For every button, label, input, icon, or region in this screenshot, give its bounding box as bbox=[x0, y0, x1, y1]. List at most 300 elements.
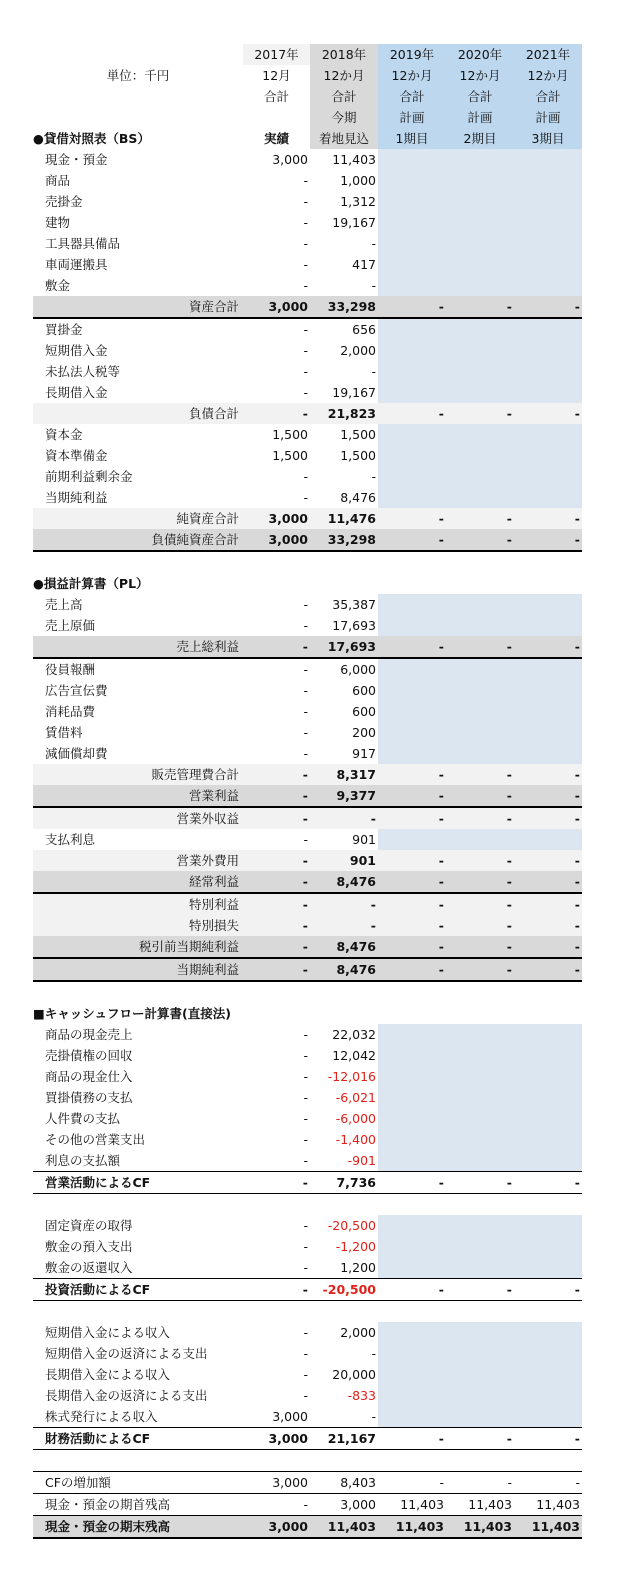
row-value-4 bbox=[446, 275, 514, 296]
row-value-2: - bbox=[371, 469, 376, 484]
row-label: 敷金の預入支出 bbox=[45, 1239, 133, 1254]
row-value-3: - bbox=[438, 939, 444, 954]
row-value-2: - bbox=[371, 236, 376, 251]
row-value-4 bbox=[446, 659, 514, 680]
row-label: 現金・預金の期末残高 bbox=[45, 1519, 171, 1534]
row-value-4: - bbox=[506, 1282, 512, 1297]
row-value-3 bbox=[378, 1129, 446, 1150]
row-value-4: - bbox=[506, 811, 512, 826]
row-value-1: - bbox=[303, 1325, 308, 1340]
row-label: 資本準備金 bbox=[45, 448, 108, 463]
row-value-2: 33,298 bbox=[327, 532, 376, 547]
row-value-3: - bbox=[438, 853, 444, 868]
pl-section-row bbox=[33, 573, 582, 594]
table-row-beginning bbox=[33, 1494, 582, 1516]
row-value-2: 2,000 bbox=[340, 343, 376, 358]
row-value-4 bbox=[446, 829, 514, 850]
row-label: 未払法人税等 bbox=[45, 364, 121, 379]
row-value-1: - bbox=[303, 597, 308, 612]
row-value-3 bbox=[378, 1066, 446, 1087]
row-value-4 bbox=[446, 1129, 514, 1150]
row-value-3: - bbox=[438, 532, 444, 547]
row-value-5 bbox=[514, 1129, 582, 1150]
row-value-4: - bbox=[506, 1175, 512, 1190]
row-value-4 bbox=[446, 191, 514, 212]
row-value-2: -833 bbox=[347, 1388, 376, 1403]
row-value-2: 35,387 bbox=[332, 597, 376, 612]
row-label: 敷金 bbox=[45, 278, 71, 293]
col-2020-months: 12か月 bbox=[446, 65, 514, 86]
row-value-1: 1,500 bbox=[272, 448, 308, 463]
row-value-4 bbox=[446, 1406, 514, 1427]
col-2019-status: 1期目 bbox=[378, 128, 446, 149]
row-value-5 bbox=[514, 615, 582, 636]
row-value-2: 7,736 bbox=[336, 1175, 376, 1190]
row-value-5 bbox=[514, 212, 582, 233]
row-value-5: - bbox=[575, 1475, 580, 1490]
row-label: 財務活動によるCF bbox=[45, 1431, 151, 1446]
row-value-1: - bbox=[303, 469, 308, 484]
row-value-3 bbox=[378, 340, 446, 361]
row-value-4 bbox=[446, 466, 514, 487]
row-value-3 bbox=[378, 1257, 446, 1278]
table-row bbox=[33, 594, 582, 615]
row-value-2: 33,298 bbox=[327, 299, 376, 314]
table-row bbox=[33, 1406, 582, 1427]
row-value-2: 8,476 bbox=[336, 962, 376, 977]
row-value-2: - bbox=[371, 364, 376, 379]
row-value-2: 2,000 bbox=[340, 1325, 376, 1340]
row-value-5 bbox=[514, 1108, 582, 1129]
row-value-2: 200 bbox=[352, 725, 376, 740]
col-2018-kind: 今期 bbox=[310, 107, 378, 128]
row-value-2: 656 bbox=[352, 322, 376, 337]
row-label: 当期純利益 bbox=[176, 962, 239, 977]
row-value-3: - bbox=[438, 918, 444, 933]
row-value-2: 600 bbox=[352, 683, 376, 698]
row-label: 支払利息 bbox=[45, 832, 96, 847]
row-value-4 bbox=[446, 487, 514, 508]
row-value-1: - bbox=[302, 767, 308, 782]
row-label: 工具器具備品 bbox=[45, 236, 121, 251]
row-value-3 bbox=[378, 659, 446, 680]
row-label: 現金・預金の期首残高 bbox=[45, 1497, 171, 1512]
row-value-5: - bbox=[574, 897, 580, 912]
row-value-5 bbox=[514, 424, 582, 445]
row-label: 長期借入金 bbox=[45, 385, 108, 400]
table-row bbox=[33, 1343, 582, 1364]
header-row-3 bbox=[33, 86, 582, 107]
row-value-5: - bbox=[574, 1431, 580, 1446]
row-value-5 bbox=[514, 1150, 582, 1171]
header-row-1 bbox=[33, 44, 582, 65]
row-value-5 bbox=[514, 1406, 582, 1427]
row-value-4 bbox=[446, 1343, 514, 1364]
row-label: 特別損失 bbox=[188, 918, 239, 933]
row-value-5 bbox=[514, 1343, 582, 1364]
header-row-4 bbox=[33, 107, 582, 128]
row-value-5 bbox=[514, 659, 582, 680]
row-value-5 bbox=[514, 233, 582, 254]
row-value-3 bbox=[378, 382, 446, 403]
row-value-3 bbox=[378, 1385, 446, 1406]
row-value-5: 11,403 bbox=[531, 1519, 580, 1534]
row-value-4: - bbox=[506, 511, 512, 526]
row-value-5 bbox=[514, 382, 582, 403]
row-value-1: - bbox=[303, 704, 308, 719]
row-value-4 bbox=[446, 1108, 514, 1129]
row-label: 固定資産の取得 bbox=[45, 1218, 133, 1233]
row-value-2: 21,823 bbox=[327, 406, 376, 421]
row-value-5 bbox=[514, 340, 582, 361]
row-value-2: 22,032 bbox=[332, 1027, 376, 1042]
row-value-1: 3,000 bbox=[268, 1519, 308, 1534]
row-value-4: - bbox=[506, 874, 512, 889]
row-value-3 bbox=[378, 466, 446, 487]
row-value-5 bbox=[514, 487, 582, 508]
table-row bbox=[33, 850, 582, 871]
row-label: 短期借入金 bbox=[45, 343, 108, 358]
row-value-3: - bbox=[438, 767, 444, 782]
table-row-ending bbox=[33, 1516, 582, 1539]
row-value-5 bbox=[514, 361, 582, 382]
row-value-1: - bbox=[303, 1239, 308, 1254]
row-value-5: - bbox=[574, 1282, 580, 1297]
row-value-1: - bbox=[303, 385, 308, 400]
col-2017-year: 2017年 bbox=[243, 44, 310, 65]
row-value-4 bbox=[446, 680, 514, 701]
row-value-4: - bbox=[506, 918, 512, 933]
row-value-5: - bbox=[574, 532, 580, 547]
row-value-2: 1,000 bbox=[340, 173, 376, 188]
financial-sheet bbox=[33, 44, 582, 1539]
col-2017-total: 合計 bbox=[263, 89, 289, 104]
row-value-5 bbox=[514, 1045, 582, 1066]
row-value-1: - bbox=[303, 215, 308, 230]
table-row bbox=[33, 894, 582, 915]
col-2020-kind: 計画 bbox=[446, 107, 514, 128]
row-value-2: -20,500 bbox=[322, 1282, 376, 1297]
col-2021-kind: 計画 bbox=[514, 107, 582, 128]
row-value-3: - bbox=[438, 874, 444, 889]
row-value-1: - bbox=[302, 639, 308, 654]
cf-table bbox=[33, 1024, 582, 1539]
row-value-5 bbox=[514, 170, 582, 191]
row-value-3 bbox=[378, 1045, 446, 1066]
table-row bbox=[33, 191, 582, 212]
row-value-3 bbox=[378, 170, 446, 191]
table-row bbox=[33, 871, 582, 894]
row-value-3 bbox=[378, 743, 446, 764]
row-value-5 bbox=[514, 1257, 582, 1278]
table-row bbox=[33, 1045, 582, 1066]
row-value-1: 3,000 bbox=[268, 299, 308, 314]
row-label: 売上原価 bbox=[45, 618, 96, 633]
row-label: 税引前当期純利益 bbox=[138, 939, 239, 954]
col-2019-months: 12か月 bbox=[378, 65, 446, 86]
row-value-4 bbox=[446, 594, 514, 615]
row-value-3 bbox=[378, 149, 446, 170]
row-value-5 bbox=[514, 1066, 582, 1087]
row-value-5: - bbox=[574, 299, 580, 314]
row-label: 賃借料 bbox=[45, 725, 83, 740]
table-row bbox=[33, 170, 582, 191]
row-value-5: - bbox=[574, 853, 580, 868]
table-row bbox=[33, 382, 582, 403]
row-value-2: -6,000 bbox=[335, 1111, 376, 1126]
row-label: 利息の支払額 bbox=[45, 1153, 121, 1168]
col-2021-year: 2021年 bbox=[514, 44, 582, 65]
table-row bbox=[33, 466, 582, 487]
row-value-5 bbox=[514, 149, 582, 170]
row-value-4: 11,403 bbox=[468, 1497, 512, 1512]
row-value-5: - bbox=[574, 1175, 580, 1190]
row-label: 営業活動によるCF bbox=[45, 1175, 151, 1190]
row-value-4 bbox=[446, 1087, 514, 1108]
row-value-1: 3,000 bbox=[272, 152, 308, 167]
row-value-2: 901 bbox=[352, 832, 376, 847]
row-value-4 bbox=[446, 382, 514, 403]
header-row-2 bbox=[33, 65, 582, 86]
row-label: 減価償却費 bbox=[45, 746, 108, 761]
row-value-2: 8,476 bbox=[336, 939, 376, 954]
table-row bbox=[33, 319, 582, 340]
row-value-3 bbox=[378, 1406, 446, 1427]
row-value-3 bbox=[378, 594, 446, 615]
table-row bbox=[33, 403, 582, 424]
row-value-5 bbox=[514, 680, 582, 701]
row-value-4 bbox=[446, 1066, 514, 1087]
row-value-2: -1,200 bbox=[335, 1239, 376, 1254]
row-label: CFの増加額 bbox=[45, 1475, 111, 1490]
table-row bbox=[33, 1150, 582, 1171]
table-row bbox=[33, 722, 582, 743]
col-2017-status: 実績 bbox=[263, 131, 289, 146]
cf-section-title: ■キャッシュフロー計算書(直接法) bbox=[33, 1006, 231, 1021]
row-value-5 bbox=[514, 445, 582, 466]
row-label: 買掛債務の支払 bbox=[45, 1090, 133, 1105]
row-value-4: - bbox=[506, 406, 512, 421]
col-2018-total: 合計 bbox=[310, 86, 378, 107]
row-value-3 bbox=[378, 1087, 446, 1108]
row-value-1: - bbox=[303, 1090, 308, 1105]
row-label: 商品 bbox=[45, 173, 71, 188]
row-label: 広告宣伝費 bbox=[45, 683, 108, 698]
row-value-1: - bbox=[302, 918, 308, 933]
row-label: 売上総利益 bbox=[176, 639, 239, 654]
bs-section-title: ●貸借対照表（BS） bbox=[33, 131, 150, 146]
row-value-1: - bbox=[303, 236, 308, 251]
row-value-5 bbox=[514, 275, 582, 296]
row-value-1: - bbox=[303, 1132, 308, 1147]
row-value-1: - bbox=[303, 278, 308, 293]
col-2020-year: 2020年 bbox=[446, 44, 514, 65]
row-value-4: - bbox=[506, 299, 512, 314]
row-label: 短期借入金の返済による支出 bbox=[45, 1346, 208, 1361]
row-value-5: - bbox=[574, 874, 580, 889]
row-label: 資本金 bbox=[45, 427, 83, 442]
row-value-4: - bbox=[506, 962, 512, 977]
row-value-4: - bbox=[506, 939, 512, 954]
row-value-3: - bbox=[438, 639, 444, 654]
row-value-2: - bbox=[370, 918, 376, 933]
row-value-3: - bbox=[438, 511, 444, 526]
table-row-total bbox=[33, 1427, 582, 1450]
row-value-3 bbox=[378, 1322, 446, 1343]
row-value-3 bbox=[378, 615, 446, 636]
row-value-2: -20,500 bbox=[327, 1218, 376, 1233]
table-row-total bbox=[33, 1171, 582, 1194]
row-value-5 bbox=[514, 829, 582, 850]
row-value-1: - bbox=[302, 406, 308, 421]
row-value-1: - bbox=[302, 897, 308, 912]
row-value-2: 11,476 bbox=[327, 511, 376, 526]
row-value-2: 6,000 bbox=[340, 662, 376, 677]
row-value-2: - bbox=[370, 897, 376, 912]
row-label: 特別利益 bbox=[188, 897, 239, 912]
table-row bbox=[33, 829, 582, 850]
row-value-1: - bbox=[303, 1069, 308, 1084]
table-row bbox=[33, 680, 582, 701]
row-value-4 bbox=[446, 1150, 514, 1171]
row-value-2: 1,500 bbox=[340, 448, 376, 463]
row-value-3 bbox=[378, 487, 446, 508]
row-value-2: - bbox=[370, 811, 376, 826]
row-value-5: - bbox=[574, 767, 580, 782]
row-value-2: -12,016 bbox=[327, 1069, 376, 1084]
row-value-3 bbox=[378, 701, 446, 722]
row-value-3 bbox=[378, 445, 446, 466]
table-row bbox=[33, 487, 582, 508]
bs-table bbox=[33, 149, 582, 552]
row-label: 商品の現金仕入 bbox=[45, 1069, 133, 1084]
unit-label: 単位：千円 bbox=[106, 68, 170, 83]
row-value-3: - bbox=[438, 962, 444, 977]
row-value-1: 3,000 bbox=[268, 511, 308, 526]
row-value-5 bbox=[514, 743, 582, 764]
row-value-1: - bbox=[303, 257, 308, 272]
row-value-1: 3,000 bbox=[272, 1475, 308, 1490]
table-row bbox=[33, 254, 582, 275]
row-label: 消耗品費 bbox=[45, 704, 96, 719]
row-value-3: 11,403 bbox=[395, 1519, 444, 1534]
table-row bbox=[33, 149, 582, 170]
table-row bbox=[33, 1385, 582, 1406]
row-value-1: - bbox=[303, 1367, 308, 1382]
row-value-1: 1,500 bbox=[272, 427, 308, 442]
col-2018-year: 2018年 bbox=[310, 44, 378, 65]
row-value-1: - bbox=[303, 1218, 308, 1233]
row-value-3 bbox=[378, 1150, 446, 1171]
row-value-1: 3,000 bbox=[272, 1409, 308, 1424]
table-row bbox=[33, 1322, 582, 1343]
row-label: 役員報酬 bbox=[45, 662, 96, 677]
row-label: 商品の現金売上 bbox=[45, 1027, 133, 1042]
table-row bbox=[33, 1364, 582, 1385]
row-value-1: - bbox=[303, 1048, 308, 1063]
row-value-3: - bbox=[438, 897, 444, 912]
row-value-1: - bbox=[303, 746, 308, 761]
row-value-3: - bbox=[438, 1282, 444, 1297]
row-value-5 bbox=[514, 466, 582, 487]
row-label: 売掛金 bbox=[45, 194, 83, 209]
row-label: 営業利益 bbox=[188, 788, 239, 803]
row-value-3 bbox=[378, 1024, 446, 1045]
col-2017-months: 12月 bbox=[262, 68, 291, 83]
row-value-1: - bbox=[303, 832, 308, 847]
table-row bbox=[33, 1024, 582, 1045]
row-label: 当期純利益 bbox=[45, 490, 108, 505]
cf-section-row bbox=[33, 1003, 582, 1024]
row-value-1: - bbox=[303, 662, 308, 677]
row-value-4 bbox=[446, 1322, 514, 1343]
row-value-4: - bbox=[506, 532, 512, 547]
row-label: 人件費の支払 bbox=[45, 1111, 121, 1126]
row-value-5 bbox=[514, 1236, 582, 1257]
row-label: 純資産合計 bbox=[176, 511, 239, 526]
row-value-2: 8,476 bbox=[340, 490, 376, 505]
row-value-5 bbox=[514, 254, 582, 275]
row-label: 株式発行による収入 bbox=[45, 1409, 158, 1424]
row-value-4 bbox=[446, 361, 514, 382]
row-value-3 bbox=[378, 319, 446, 340]
table-row bbox=[33, 1066, 582, 1087]
table-row bbox=[33, 1215, 582, 1236]
table-row bbox=[33, 1087, 582, 1108]
row-value-2: 600 bbox=[352, 704, 376, 719]
row-value-4 bbox=[446, 615, 514, 636]
row-value-3: - bbox=[438, 788, 444, 803]
row-value-5 bbox=[514, 701, 582, 722]
row-value-2: 8,317 bbox=[336, 767, 376, 782]
row-value-3 bbox=[378, 680, 446, 701]
col-2019-year: 2019年 bbox=[378, 44, 446, 65]
row-value-1: - bbox=[303, 1260, 308, 1275]
row-value-1: - bbox=[303, 194, 308, 209]
row-value-2: 8,476 bbox=[336, 874, 376, 889]
row-label: 売上高 bbox=[45, 597, 83, 612]
row-label: 営業外費用 bbox=[176, 853, 239, 868]
row-value-5: - bbox=[574, 918, 580, 933]
row-value-5: - bbox=[574, 406, 580, 421]
row-value-1: - bbox=[303, 490, 308, 505]
row-label: 資産合計 bbox=[188, 299, 239, 314]
row-value-4: 11,403 bbox=[463, 1519, 512, 1534]
table-row bbox=[33, 1236, 582, 1257]
row-value-4 bbox=[446, 319, 514, 340]
row-value-2: -6,021 bbox=[335, 1090, 376, 1105]
table-row bbox=[33, 785, 582, 808]
row-value-4 bbox=[446, 233, 514, 254]
row-value-3 bbox=[378, 233, 446, 254]
col-2020-status: 2期目 bbox=[446, 128, 514, 149]
row-label: 建物 bbox=[45, 215, 71, 230]
row-value-2: 1,200 bbox=[340, 1260, 376, 1275]
row-value-2: 8,403 bbox=[340, 1475, 376, 1490]
row-value-1: - bbox=[302, 1175, 308, 1190]
row-value-3: - bbox=[438, 406, 444, 421]
row-label: 負債純資産合計 bbox=[151, 532, 239, 547]
table-row bbox=[33, 445, 582, 466]
row-value-3: - bbox=[438, 1431, 444, 1446]
row-value-1: - bbox=[302, 939, 308, 954]
row-value-5: - bbox=[574, 811, 580, 826]
row-value-1: - bbox=[303, 364, 308, 379]
row-value-5 bbox=[514, 1215, 582, 1236]
col-2021-months: 12か月 bbox=[514, 65, 582, 86]
row-value-3 bbox=[378, 1108, 446, 1129]
row-value-3: - bbox=[438, 811, 444, 826]
